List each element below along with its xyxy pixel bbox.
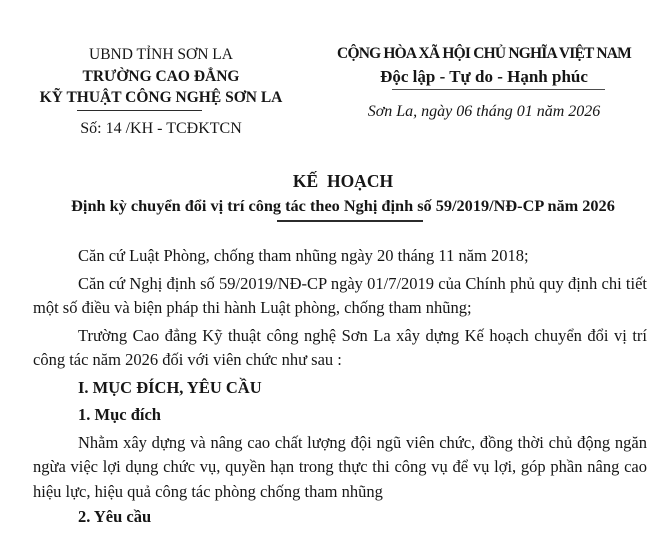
paragraph-purpose: Nhằm xây dựng và nâng cao chất lượng đội ngũ viên chức, đồng thời chủ động ngăn ngừa việc lợi dụng chức vụ, quyền hạn trong thực thi công vụ để vụ lợi, góp phần nâng cao hiệu lực, hiệu quả công tác phòng chống tham nhũng bbox=[33, 432, 647, 501]
national-motto-block bbox=[330, 44, 638, 121]
issuer-org-name-line1: TRƯỜNG CAO ĐẲNG bbox=[82, 68, 240, 85]
national-motto-line1: CỘNG HÒA XÃ HỘI CHỦ NGHĨA VIỆT NAM bbox=[337, 45, 631, 62]
section-heading-1: I. MỤC ĐÍCH, YÊU CẦU bbox=[78, 377, 262, 397]
issuer-underline-rule bbox=[77, 110, 202, 111]
paragraph-legal-basis-1: Căn cứ Luật Phòng, chống tham nhũng ngày 20 tháng 11 năm 2018; bbox=[78, 246, 529, 265]
document-title: KẾ HOẠCH bbox=[292, 171, 394, 191]
paragraph-legal-basis-2: Căn cứ Nghị định số 59/2019/NĐ-CP ngày 01/7/2019 của Chính phủ quy định chi tiết một số điều và biện pháp thi hành Luật phòng, chống tham nhũng; bbox=[33, 273, 647, 317]
motto-underline-rule bbox=[392, 89, 605, 90]
paragraph-intro: Trường Cao đẳng Kỹ thuật công nghệ Sơn La xây dựng Kế hoạch chuyển đổi vị trí công tác năm 2026 đối với viên chức như sau : bbox=[33, 325, 647, 369]
document-subtitle: Định kỳ chuyển đổi vị trí công tác theo Nghị định số 59/2019/NĐ-CP năm 2026 bbox=[71, 196, 615, 215]
subsection-heading-1: 1. Mục đích bbox=[78, 405, 161, 424]
national-motto-line2: Độc lập - Tự do - Hạnh phúc bbox=[380, 67, 588, 86]
document-body bbox=[33, 244, 647, 533]
place-dateline: Sơn La, ngày 06 tháng 01 năm 2026 bbox=[367, 103, 601, 120]
document-number: Số: 14 /KH - TCĐKTCN bbox=[80, 120, 242, 137]
issuer-block bbox=[33, 44, 289, 138]
issuer-parent-org: UBND TỈNH SƠN LA bbox=[89, 46, 233, 63]
subsection-heading-2-partial: 2. Yêu cầu bbox=[78, 507, 152, 526]
subtitle-underline-rule bbox=[277, 220, 423, 222]
issuer-org-name-line2: KỸ THUẬT CÔNG NGHỆ SƠN LA bbox=[39, 89, 283, 106]
title-block bbox=[33, 170, 653, 222]
